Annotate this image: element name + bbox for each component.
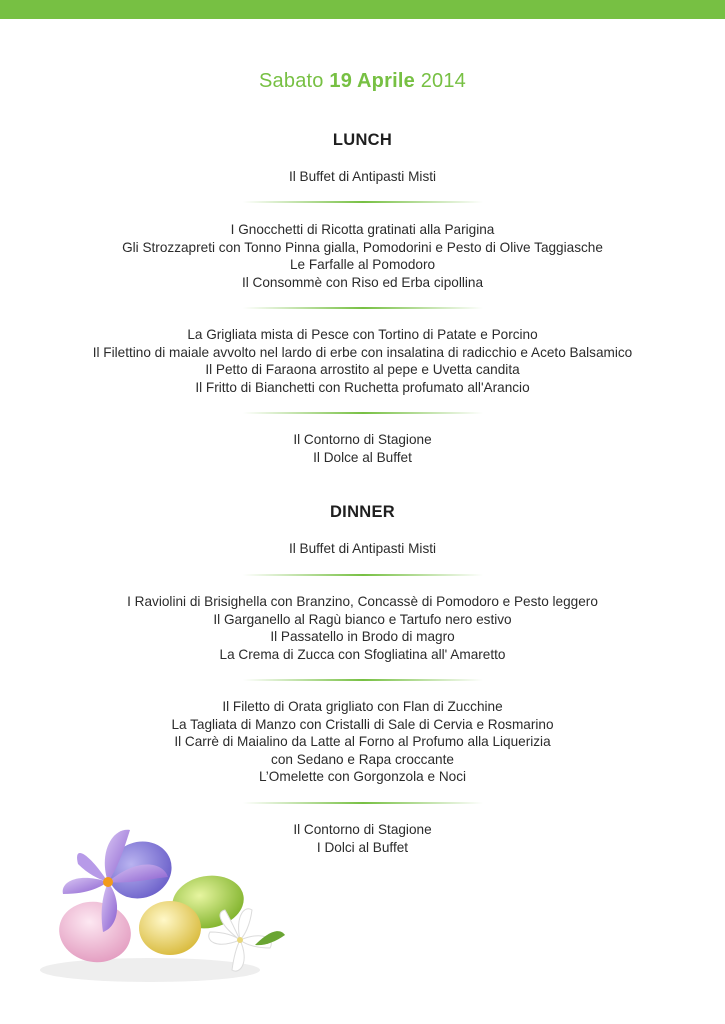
- title-date: 19 Aprile: [329, 70, 415, 92]
- lunch-dolci: [0, 431, 725, 466]
- menu-item: Il Filettino di maiale avvolto nel lardo di erbe con insalatina di radicchio e Aceto Balsamico: [92, 344, 633, 360]
- menu-item: Il Buffet di Antipasti Misti: [288, 169, 437, 184]
- divider: [243, 412, 483, 414]
- divider: [243, 679, 483, 681]
- menu-item: La Tagliata di Manzo con Cristalli di Sale di Cervia e Rosmarino: [171, 716, 554, 732]
- menu-item: Il Fritto di Bianchetti con Ruchetta profumato all'Arancio: [195, 379, 530, 395]
- lunch-heading: LUNCH: [332, 131, 393, 149]
- easter-eggs-and-flowers-illustration: [30, 820, 290, 1020]
- title-day: Sabato: [259, 70, 324, 92]
- divider: [243, 307, 483, 309]
- dinner-heading: DINNER: [329, 503, 396, 521]
- menu-item: Il Contorno di Stagione: [293, 822, 432, 837]
- menu-item: Il Dolce al Buffet: [313, 449, 412, 465]
- title-year: 2014: [420, 70, 466, 92]
- menu-item: L’Omelette con Gorgonzola e Noci: [258, 769, 467, 785]
- menu-item: La Grigliata mista di Pesce con Tortino di Patate e Porcino: [187, 327, 538, 342]
- menu-item: Il Consommè con Riso ed Erba cipollina: [241, 274, 484, 290]
- menu-item: Il Carrè di Maialino da Latte al Forno al Profumo alla Liquerizia: [174, 734, 551, 750]
- menu-item: con Sedano e Rapa croccante: [271, 751, 454, 767]
- dinner-primi: [0, 593, 725, 663]
- dinner-antipasti: [0, 540, 725, 558]
- menu-item: Gli Strozzapreti con Tonno Pinna gialla, Pomodorini e Pesto di Olive Taggiasche: [122, 239, 603, 255]
- yellow-egg-icon: [139, 901, 201, 955]
- menu-item: I Raviolini di Brisighella con Branzino, Concassè di Pomodoro e Pesto leggero: [127, 594, 598, 609]
- divider: [243, 574, 483, 576]
- page-title: [0, 70, 725, 93]
- menu-item: Le Farfalle al Pomodoro: [289, 257, 436, 273]
- menu-item: Il Contorno di Stagione: [293, 432, 432, 447]
- shadow: [40, 958, 260, 982]
- menu-item: I Dolci al Buffet: [316, 839, 409, 855]
- menu-item: Il Buffet di Antipasti Misti: [288, 541, 437, 556]
- divider: [243, 802, 483, 804]
- menu-item: Il Filetto di Orata grigliato con Flan di Zucchine: [222, 699, 503, 714]
- menu-item: I Gnocchetti di Ricotta gratinati alla Parigina: [230, 222, 495, 237]
- divider: [243, 201, 483, 203]
- dinner-secondi: [0, 698, 725, 786]
- pink-egg-icon: [54, 896, 135, 968]
- lunch-primi: [0, 221, 725, 291]
- menu-item: Il Petto di Faraona arrostito al pepe e Uvetta candita: [205, 362, 520, 378]
- menu-item: Il Passatello in Brodo di magro: [270, 629, 455, 645]
- lunch-secondi: [0, 326, 725, 396]
- menu-item: Il Garganello al Ragù bianco e Tartufo nero estivo: [213, 611, 512, 627]
- lunch-antipasti: [0, 168, 725, 186]
- top-accent-bar: [0, 0, 725, 19]
- menu-item: La Crema di Zucca con Sfogliatina all' Amaretto: [219, 646, 506, 662]
